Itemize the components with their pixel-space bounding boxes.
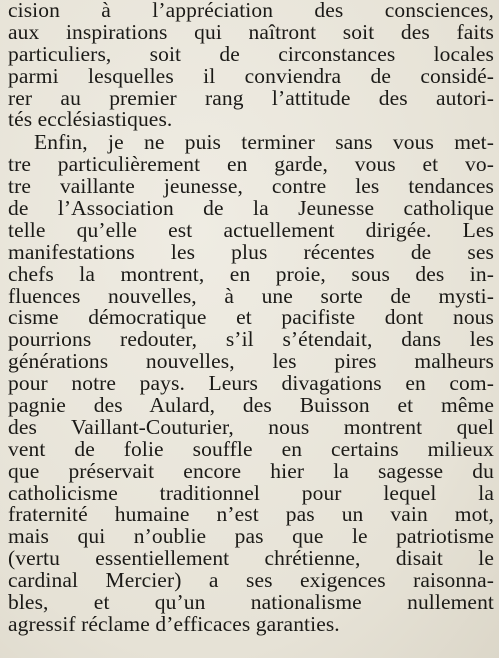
text-line: cision à l’appréciation des consciences, — [8, 0, 494, 22]
text-line: des Vaillant-Couturier, nous montrent quel — [8, 414, 494, 439]
text-line: rer au premier rang l’attitude des autori- — [8, 85, 494, 110]
text-line: tre vaillante jeunesse, contre les tendances — [8, 174, 494, 199]
text-line: (vertu essentiellement chrétienne, disait le — [8, 546, 494, 571]
text-line: agressif réclame d’efficaces garanties. — [8, 611, 340, 636]
paragraph-1 — [8, 0, 494, 131]
text-line: chefs la montrent, en proie, sous des in- — [8, 261, 494, 286]
text-line: cardinal Mercier) a ses exigences raisonna- — [8, 568, 494, 593]
text-line: Enfin, je ne puis terminer sans vous met- — [34, 130, 494, 155]
text-line: parmi lesquelles il conviendra de considé- — [8, 63, 494, 88]
text-line: aux inspirations qui naîtront soit des faits — [8, 19, 494, 44]
text-line: manifestations les plus récentes de ses — [8, 239, 494, 264]
text-line: générations nouvelles, les pires malheurs — [8, 349, 494, 374]
text-line: particuliers, soit de circonstances locales — [8, 41, 494, 66]
text-line: telle qu’elle est actuellement dirigée. Les — [8, 217, 494, 242]
text-line: pour notre pays. Leurs divagations en com- — [8, 371, 494, 396]
text-line: que préservait encore hier la sagesse du — [8, 458, 494, 483]
text-line: fluences nouvelles, à une sorte de mysti- — [8, 283, 494, 308]
text-line: cisme démocratique et pacifiste dont nous — [8, 305, 494, 330]
text-line: fraternité humaine n’est pas un vain mot, — [8, 502, 494, 527]
text-line: pagnie des Aulard, des Buisson et même — [8, 393, 494, 418]
paragraph-2 — [8, 132, 494, 635]
text-line: bles, et qu’un nationalisme nullement — [8, 590, 494, 615]
text-line: mais qui n’oublie pas que le patriotisme — [8, 524, 494, 549]
text-line: tre particulièrement en garde, vous et vo- — [8, 152, 494, 177]
text-line: pourrions redouter, s’il s’étendait, dans les — [8, 327, 494, 352]
text-line: tés ecclésiastiques. — [8, 107, 173, 132]
text-column — [8, 0, 494, 636]
text-line: catholicisme traditionnel pour lequel la — [8, 480, 494, 505]
text-line: vent de folie souffle en certains milieux — [8, 436, 494, 461]
text-line: de l’Association de la Jeunesse catholique — [8, 196, 494, 221]
